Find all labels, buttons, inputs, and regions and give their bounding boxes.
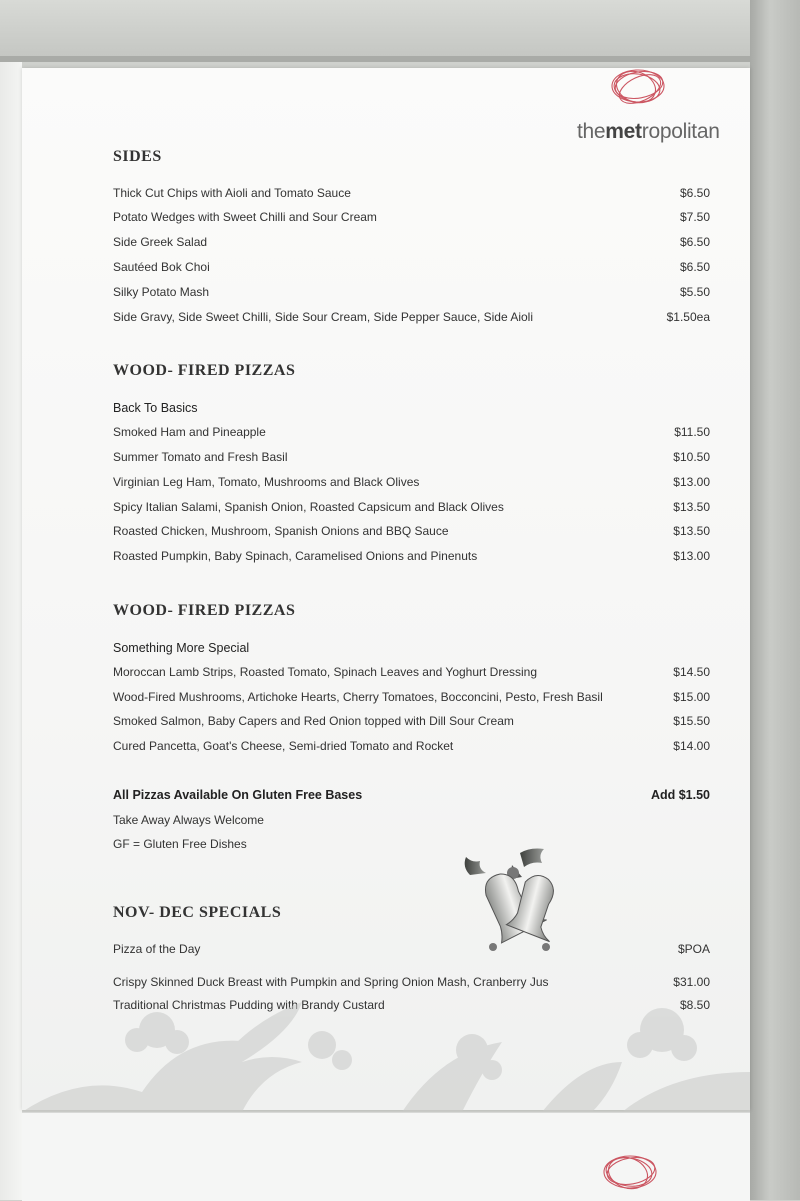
menu-item: Cured Pancetta, Goat's Cheese, Semi-dried Tomato and Rocket $14.00 (113, 739, 710, 753)
menu-item: Pizza of the Day $POA (113, 942, 710, 956)
frame-top (0, 0, 800, 62)
floral-pattern-icon (22, 990, 750, 1112)
menu-item: Silky Potato Mash $5.50 (113, 285, 710, 299)
gf-key-note: GF = Gluten Free Dishes (113, 837, 247, 851)
section-title-pizzas-special: WOOD- FIRED PIZZAS (113, 602, 296, 619)
menu-item: Potato Wedges with Sweet Chilli and Sour Cream $7.50 (113, 210, 710, 224)
section-title-specials: NOV- DEC SPECIALS (113, 904, 282, 921)
menu-item: Roasted Chicken, Mushroom, Spanish Onions and BBQ Sauce $13.50 (113, 524, 710, 538)
menu-item: Summer Tomato and Fresh Basil $10.50 (113, 450, 710, 464)
menu-item: Wood-Fired Mushrooms, Artichoke Hearts, Cherry Tomatoes, Bocconcini, Pesto, Fresh Basil $15.00 (113, 690, 710, 704)
frame-right (750, 0, 800, 1200)
menu-item: Spicy Italian Salami, Spanish Onion, Roasted Capsicum and Black Olives $13.50 (113, 500, 710, 514)
section-title-pizzas-basic: WOOD- FIRED PIZZAS (113, 362, 296, 379)
menu-item: Sautéed Bok Choi $6.50 (113, 260, 710, 274)
menu-item: Roasted Pumpkin, Baby Spinach, Caramelised Onions and Pinenuts $13.00 (113, 549, 710, 563)
section-subtitle: Something More Special (113, 641, 250, 655)
menu-item: Crispy Skinned Duck Breast with Pumpkin and Spring Onion Mash, Cranberry Jus $31.00 (113, 975, 710, 989)
menu-item: Smoked Ham and Pineapple $11.50 (113, 425, 710, 439)
section-title-sides: SIDES (113, 148, 162, 165)
christmas-bells-icon (450, 845, 575, 955)
menu-item: Side Greek Salad $6.50 (113, 235, 710, 249)
menu-item: Traditional Christmas Pudding with Brandy Custard $8.50 (113, 998, 710, 1012)
brand-logo: themetropolitan (577, 120, 720, 143)
menu-item: Side Gravy, Side Sweet Chilli, Side Sour Cream, Side Pepper Sauce, Side Aioli $1.50ea (113, 310, 710, 324)
gluten-free-note: All Pizzas Available On Gluten Free Bases Add $1.50 (113, 788, 710, 802)
take-away-note: Take Away Always Welcome (113, 813, 264, 827)
logo-ring-icon (598, 1150, 662, 1194)
frame-left (0, 62, 22, 1200)
menu-item: Moroccan Lamb Strips, Roasted Tomato, Spinach Leaves and Yoghurt Dressing $14.50 (113, 665, 710, 679)
menu-item: Thick Cut Chips with Aioli and Tomato Sauce $6.50 (113, 186, 710, 200)
menu-item: Smoked Salmon, Baby Capers and Red Onion topped with Dill Sour Cream $15.50 (113, 714, 710, 728)
menu-item: Virginian Leg Ham, Tomato, Mushrooms and Black Olives $13.00 (113, 475, 710, 489)
section-subtitle: Back To Basics (113, 401, 198, 415)
logo-ring-icon (606, 68, 670, 112)
